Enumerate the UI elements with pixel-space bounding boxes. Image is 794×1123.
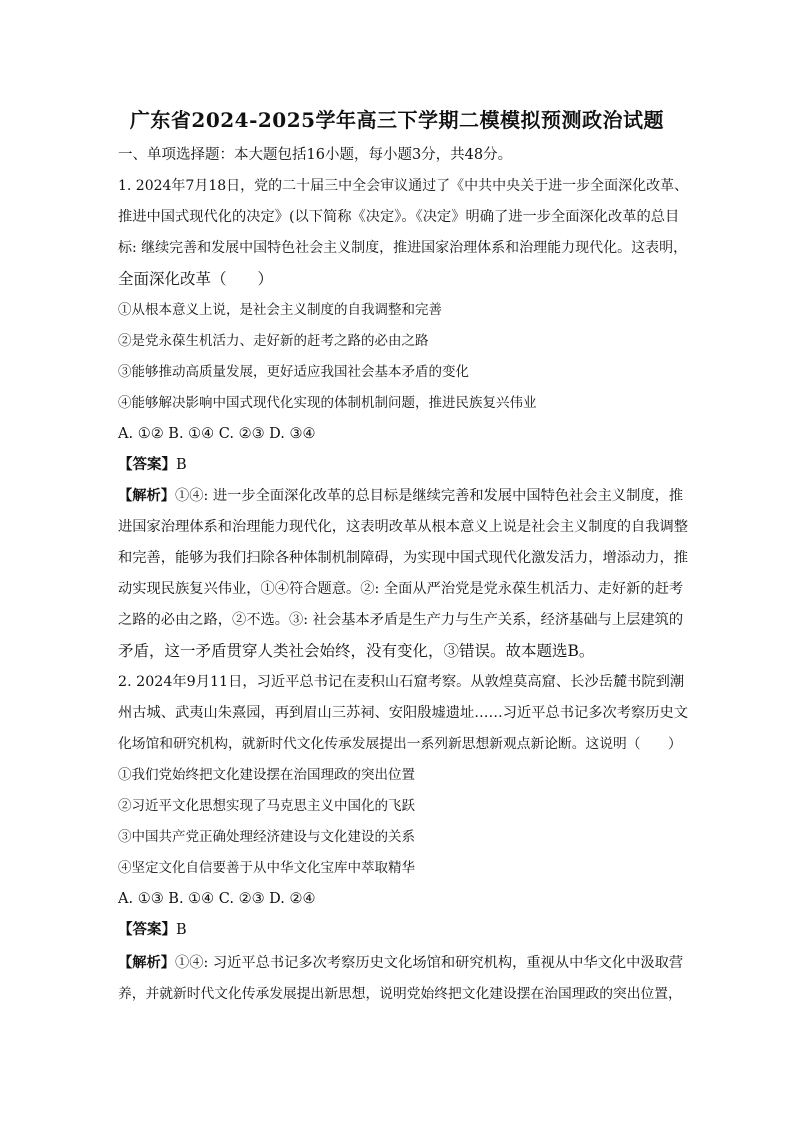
q2-stem-line-3: 化场馆和研究机构，就新时代文化传承发展提出一系列新思想新观点新论断。这说明（ ） <box>118 736 682 752</box>
section-heading: 一、单项选择题：本大题包括16小题，每小题3分，共48分。 <box>118 147 513 163</box>
q2-analysis-line-2: 养，并就新时代文化传承发展提出新思想，说明党始终把文化建设摆在治国理政的突出位置， <box>118 986 682 1002</box>
q1-analysis-label: 【解析】 <box>118 488 176 504</box>
q1-statement-1: ①从根本意义上说，是社会主义制度的自我调整和完善 <box>118 302 442 318</box>
q2-options: A. ①③ B. ①④ C. ②③ D. ②④ <box>118 891 316 907</box>
q1-stem-line-1: 1. 2024年7月18日，党的二十届三中全会审议通过了《中共中央关于进一步全面深化改革、 <box>118 178 689 194</box>
page-title: 广东省2024-2025学年高三下学期二模模拟预测政治试题 <box>129 108 665 132</box>
q1-analysis-line-5: 之路的必由之路，②不选。③: 社会基本矛盾是生产力与生产关系，经济基础与上层建筑的 <box>118 612 684 628</box>
q2-statement-3: ③中国共产党正确处理经济建设与文化建设的关系 <box>118 829 415 845</box>
q2-analysis-line-1 <box>118 953 688 973</box>
q2-stem-line-2: 州古城、武夷山朱熹园，再到眉山三苏祠、安阳殷墟遗址……习近平总书记多次考察历史文 <box>118 705 689 721</box>
q2-answer <box>118 920 688 940</box>
q1-analysis-line-6: 矛盾，这一矛盾贯穿人类社会始终，没有变化，③错误。故本题选B。 <box>118 642 595 660</box>
q1-answer-label: 【答案】 <box>118 456 176 473</box>
q1-statement-3: ③能够推动高质量发展，更好适应我国社会基本矛盾的变化 <box>118 364 469 380</box>
q1-analysis-line-1 <box>118 486 688 506</box>
q2-answer-label: 【答案】 <box>118 921 176 938</box>
q2-analysis-label: 【解析】 <box>118 955 176 971</box>
q1-statement-2: ②是党永葆生机活力、走好新的赶考之路的必由之路 <box>118 333 429 349</box>
q1-statement-4: ④能够解决影响中国式现代化实现的体制机制问题，推进民族复兴伟业 <box>118 395 537 411</box>
q1-answer-value: B <box>176 457 187 473</box>
q1-analysis-line-2: 进国家治理体系和治理能力现代化，这表明改革从根本意义上说是社会主义制度的自我调整 <box>118 519 689 535</box>
q1-stem-line-2: 推进中国式现代化的决定》(以下简称《决定》。《决定》明确了进一步全面深化改革的总目 <box>118 209 680 225</box>
q1-analysis-line-4: 动实现民族复兴伟业，①④符合题意。②: 全面从严治党是党永葆生机活力、走好新的赶考 <box>118 581 684 597</box>
q1-stem-line-3: 标: 继续完善和发展中国特色社会主义制度，推进国家治理体系和治理能力现代化。这表明， <box>118 240 688 256</box>
q1-analysis-text-1: ①④: 进一步全面深化改革的总目标是继续完善和发展中国特色社会主义制度，推 <box>175 488 684 504</box>
q1-analysis-line-3: 和完善，能够为我们扫除各种体制机制障碍，为实现中国式现代化激发活力，增添动力，推 <box>118 550 689 566</box>
q2-statement-4: ④坚定文化自信要善于从中华文化宝库中萃取精华 <box>118 860 415 876</box>
q2-answer-value: B <box>176 922 187 938</box>
q2-statement-1: ①我们党始终把文化建设摆在治国理政的突出位置 <box>118 767 415 783</box>
q1-stem-line-4: 全面深化改革（ ） <box>118 270 274 288</box>
q1-options: A. ①② B. ①④ C. ②③ D. ③④ <box>118 426 316 442</box>
q2-statement-2: ②习近平文化思想实现了马克思主义中国化的飞跃 <box>118 798 415 814</box>
q2-stem-line-1: 2. 2024年9月11日，习近平总书记在麦积山石窟考察。从敦煌莫高窟、长沙岳麓书院到潮 <box>118 674 685 690</box>
q2-analysis-text-1: ①④: 习近平总书记多次考察历史文化场馆和研究机构，重视从中华文化中汲取营 <box>175 955 684 971</box>
q1-answer <box>118 455 688 475</box>
